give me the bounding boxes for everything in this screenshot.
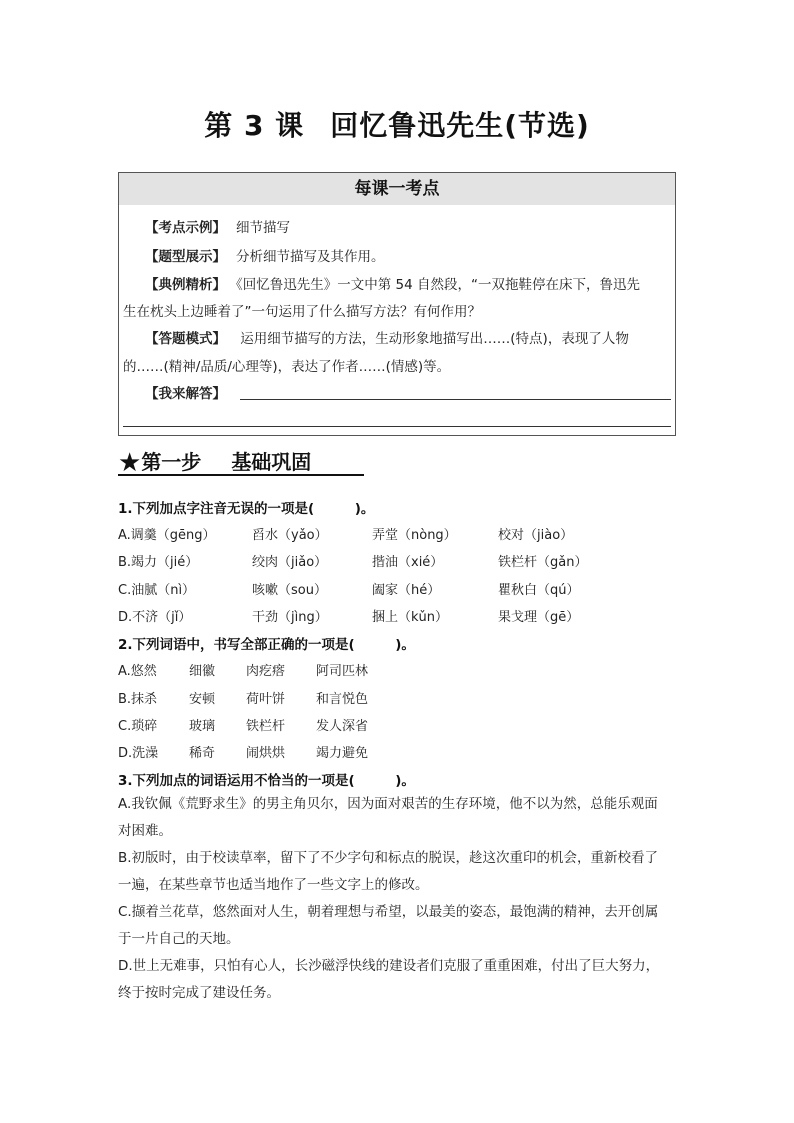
row-label: 【题型展示】 (145, 249, 226, 265)
row-label: 【答题模式】 (145, 331, 226, 347)
box-row (123, 358, 669, 376)
q2-option-a-2: 细徽 (189, 664, 216, 679)
q2-option-c-1: C.琐碎 (118, 719, 158, 734)
q3-line: C.撷着兰花草，悠然面对人生，朝着理想与希望，以最美的姿态，最饱满的精神，去开创属 (118, 904, 659, 920)
q1-option-c-3: 阖家（hé） (372, 583, 441, 598)
q2-option-d-2: 稀奇 (189, 746, 216, 761)
section-underline (118, 474, 364, 476)
row-text: 分析细节描写及其作用。 (236, 249, 385, 265)
box-row (123, 303, 669, 321)
q1-option-a-2: 舀水（yǎo） (252, 528, 328, 543)
q2-option-b-1: B.抹杀 (118, 692, 158, 707)
q1-option-a-1: A.调羹（gēng） (118, 528, 216, 543)
q3-line: B.初版时，由于校读草率，留下了不少字句和标点的脱误，趁这次重印的机会，重新校看了 (118, 850, 659, 866)
question-2-stem: 2.下列词语中，书写全部正确的一项是( )。 (118, 637, 415, 653)
row-text: 细节描写 (236, 220, 290, 236)
q2-option-b-3: 荷叶饼 (246, 692, 286, 707)
row-text: 运用细节描写的方法，生动形象地描写出……(特点)，表现了人物 (236, 331, 629, 347)
q2-option-b-4: 和言悦色 (316, 692, 369, 707)
box-row (145, 248, 669, 266)
box-heading: 每课一考点 (119, 173, 675, 205)
q1-option-a-3: 弄堂（nòng） (372, 528, 457, 543)
lesson-title (0, 104, 794, 144)
q2-option-d-3: 闹烘烘 (246, 746, 286, 761)
q1-option-c-4: 瞿秋白（qú） (498, 583, 580, 598)
q2-option-d-4: 竭力避免 (316, 746, 369, 761)
q1-option-c-2: 咳嗽（sou） (252, 583, 327, 598)
q3-line: A.我钦佩《荒野求生》的男主角贝尔，因为面对艰苦的生存环境，他不以为然，总能乐观面 (118, 796, 658, 812)
q1-option-d-1: D.不济（jǐ） (118, 610, 192, 625)
key-point-box (118, 172, 676, 436)
q1-option-c-1: C.油腻（nì） (118, 583, 196, 598)
row-text: 《回忆鲁迅先生》一文中第 54 自然段，“一双拖鞋停在床下，鲁迅先 (236, 277, 641, 293)
q3-line: 对困难。 (118, 823, 172, 839)
step-title: 基础巩固 (231, 450, 312, 474)
q1-option-d-3: 捆上（kǔn） (372, 610, 449, 625)
q3-line: 一遍，在某些章节也适当地作了一些文字上的修改。 (118, 877, 429, 893)
step-label: 第一步 (141, 450, 202, 474)
question-1-stem: 1.下列加点字注音无误的一项是( )。 (118, 501, 375, 517)
question-3-stem: 3.下列加点的词语运用不恰当的一项是( )。 (118, 773, 415, 789)
lesson-number: 第 3 课 (204, 109, 305, 142)
star-icon: ★ (118, 448, 142, 478)
row-text: 生在枕头上边睡着了”一句运用了什么描写方法？有何作用？ (123, 304, 481, 320)
q1-option-d-2: 干劲（jìng） (252, 610, 328, 625)
q3-options (118, 791, 676, 1007)
q2-option-d-1: D.洗澡 (118, 746, 159, 761)
row-label: 【考点示例】 (145, 220, 226, 236)
q2-option-c-3: 铁栏杆 (246, 719, 286, 734)
row-label: 【典例精析】 (145, 277, 226, 293)
q3-line: D.世上无难事，只怕有心人，长沙磁浮快线的建设者们克服了重重困难，付出了巨大努力， (118, 958, 660, 974)
q2-option-a-4: 阿司匹林 (316, 664, 369, 679)
box-row (145, 276, 669, 294)
q2-option-b-2: 安顿 (189, 692, 216, 707)
q1-option-b-1: B.竭力（jié） (118, 555, 199, 570)
q1-option-b-4: 铁栏杆（gǎn） (498, 555, 588, 570)
q2-option-a-3: 肉疙瘩 (246, 664, 286, 679)
box-row (145, 330, 669, 348)
q1-option-b-3: 揩油（xié） (372, 555, 444, 570)
answer-line[interactable] (123, 426, 671, 427)
box-row (145, 385, 669, 403)
q1-option-b-2: 绞肉（jiǎo） (252, 555, 328, 570)
q2-option-c-2: 玻璃 (189, 719, 216, 734)
q2-option-a-1: A.悠然 (118, 664, 157, 679)
q2-option-c-4: 发人深省 (316, 719, 369, 734)
q1-option-d-4: 果戈理（gē） (498, 610, 580, 625)
box-row (145, 219, 669, 237)
row-text: 的……(精神/品质/心理等)，表达了作者……(情感)等。 (123, 359, 451, 375)
q1-option-a-4: 校对（jiào） (498, 528, 574, 543)
q3-line: 于一片自己的天地。 (118, 931, 240, 947)
row-label: 【我来解答】 (145, 386, 226, 402)
answer-line[interactable] (240, 399, 671, 400)
q3-line: 终于按时完成了建设任务。 (118, 985, 280, 1001)
lesson-name: 回忆鲁迅先生(节选) (330, 109, 590, 142)
